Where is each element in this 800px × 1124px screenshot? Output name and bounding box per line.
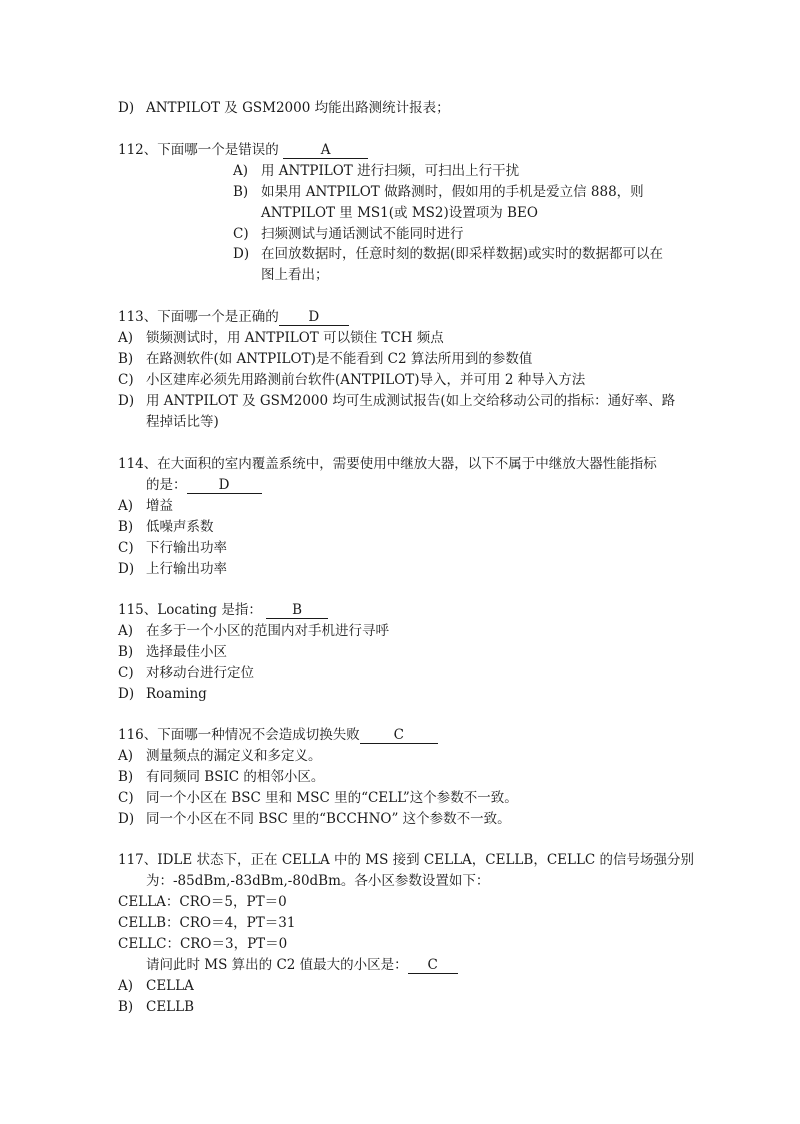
question-stem: 113、下面哪一个是正确的 D <box>118 309 349 326</box>
question-prompt: 请问此时 MS 算出的 C2 值最大的小区是： C <box>146 957 458 974</box>
option-b: B) 有同频同 BSIC 的相邻小区。 <box>118 769 325 785</box>
question-stem: 115、Locating 是指： B <box>118 602 328 619</box>
answer-blank: B <box>266 603 328 619</box>
option-d-continuation: 程掉话比等) <box>146 414 219 430</box>
question-stem-continuation: 的是： D <box>146 477 262 494</box>
option-b-continuation: ANTPILOT 里 MS1(或 MS2)设置项为 BEO <box>261 205 538 221</box>
option-b: B) CELLB <box>118 999 195 1015</box>
option-b: B) 低噪声系数 <box>118 519 214 535</box>
option-a: A) 用 ANTPILOT 进行扫频，可扫出上行干扰 <box>233 163 520 179</box>
answer-blank: D <box>187 478 262 494</box>
option-c: C) 下行输出功率 <box>118 540 227 556</box>
option-b: B) 选择最佳小区 <box>118 644 227 660</box>
option-c: C) 小区建库必须先用路测前台软件(ANTPILOT)导入，并可用 2 种导入方法 <box>118 372 586 388</box>
option-c: C) 同一个小区在 BSC 里和 MSC 里的“CELL”这个参数不一致。 <box>118 790 518 806</box>
option-d: D) 用 ANTPILOT 及 GSM2000 均可生成测试报告(如上交给移动公司的指标：通好率、路 <box>118 393 676 409</box>
option-d: D) Roaming <box>118 686 207 702</box>
option-a: A) CELLA <box>118 978 194 994</box>
option-a: A) 在多于一个小区的范围内对手机进行寻呼 <box>118 623 389 639</box>
answer-blank: D <box>279 310 349 326</box>
question-stem: 116、下面哪一种情况不会造成切换失败 C <box>118 727 438 744</box>
question-stem: 117、IDLE 状态下，正在 CELLA 中的 MS 接到 CELLA，CELLB，CELLC 的信号场强分别 <box>118 852 695 868</box>
option-d: D) 在回放数据时，任意时刻的数据(即采样数据)或实时的数据都可以在 <box>233 246 664 262</box>
answer-blank: C <box>360 728 438 744</box>
option-d: D) 同一个小区在不同 BSC 里的“BCCHNO” 这个参数不一致。 <box>118 811 511 827</box>
option-b: B) 在路测软件(如 ANTPILOT)是不能看到 C2 算法所用到的参数值 <box>118 351 533 367</box>
option-a: A) 测量频点的漏定义和多定义。 <box>118 748 322 764</box>
option-text: ANTPILOT 及 GSM2000 均能出路测统计报表； <box>146 100 450 116</box>
option-a: A) 增益 <box>118 498 173 514</box>
question-stem-continuation: 为：-85dBm,-83dBm,-80dBm。各小区参数设置如下： <box>146 873 490 889</box>
option-b: B) 如果用 ANTPILOT 做路测时，假如用的手机是爱立信 888，则 <box>233 184 644 200</box>
option-c: C) 扫频测试与通话测试不能同时进行 <box>233 226 464 242</box>
param-cellc: CELLC：CRO＝3，PT＝0 <box>118 936 288 952</box>
answer-blank: A <box>283 143 368 159</box>
option-d-continuation: 图上看出； <box>261 267 329 283</box>
option-d-carryover <box>118 100 450 116</box>
option-c: C) 对移动台进行定位 <box>118 665 254 681</box>
question-stem: 112、下面哪一个是错误的 A <box>118 142 368 159</box>
option-d: D) 上行输出功率 <box>118 561 227 577</box>
option-label: D) <box>118 100 135 116</box>
param-cella: CELLA：CRO＝5，PT＝0 <box>118 894 287 910</box>
question-stem: 114、在大面积的室内覆盖系统中，需要使用中继放大器，以下不属于中继放大器性能指标 <box>118 456 657 472</box>
param-cellb: CELLB：CRO＝4，PT＝31 <box>118 915 296 931</box>
answer-blank: C <box>408 958 458 974</box>
option-a: A) 锁频测试时，用 ANTPILOT 可以锁住 TCH 频点 <box>118 330 444 346</box>
